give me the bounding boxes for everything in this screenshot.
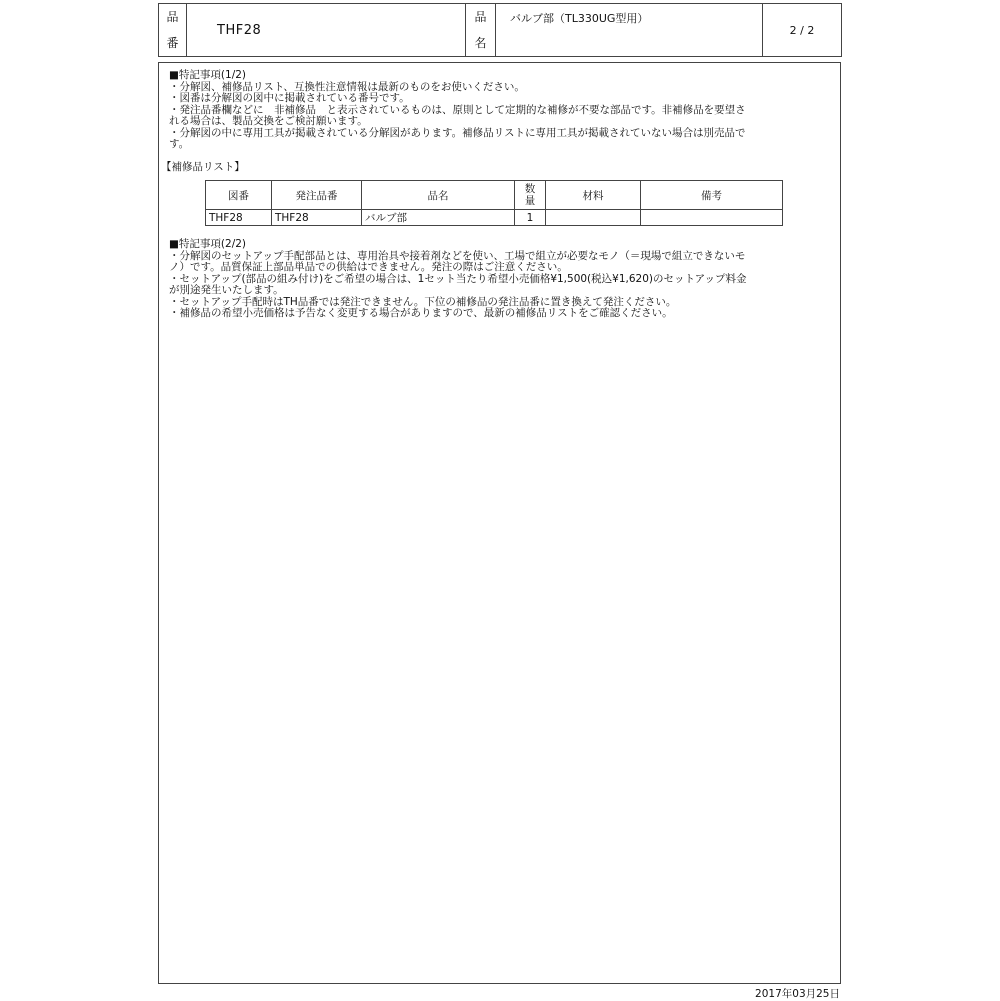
notes-title: ■特記事項(1/2) [169,69,247,81]
parts-table [205,180,783,226]
part-name: バルブ部（TL330UG型用） [496,4,763,57]
note-line: ・セットアップ(部品の組み付け)をご希望の場合は、1セット当たり希望小売価格¥1,500(税込¥1,620)のセットアップ料金 [169,272,747,285]
table-row [206,210,783,226]
issue-date: 2017年03月25日 [755,988,840,1000]
document-body [158,62,841,984]
part-code: THF28 [187,4,466,57]
note-line: ・セットアップ手配時はTH品番では発注できません。下位の補修品の発注品番に置き換えて発注ください。 [169,295,677,308]
note-line: が別途発生いたします。 [169,284,284,296]
code-label: 品 番 [159,4,187,57]
column-header: 発注品番 [272,181,362,210]
column-header: 備考 [641,181,783,210]
parts-table-header [206,181,783,210]
note-line: ・分解図のセットアップ手配部品とは、専用治具や接着剤などを使い、工場で組立が必要なモノ（＝現場で組立できないモ [169,249,746,262]
column-header: 図番 [206,181,272,210]
cell-part-name: バルブ部 [362,210,515,226]
notes-title: ■特記事項(2/2) [169,238,247,250]
cell-quantity: 1 [515,210,546,226]
note-line: ・分解図の中に専用工具が掲載されている分解図があります。補修品リストに専用工具が掲載されていない場合は別売品で [169,126,746,139]
column-header-quantity: 数 量 [515,181,546,210]
notes-section-1 [169,70,831,151]
note-line: ・補修品の希望小売価格は予告なく変更する場合がありますので、最新の補修品リストをご確認ください。 [169,307,673,319]
note-line: ・図番は分解図の図中に掲載されている番号です。 [169,92,410,104]
column-header: 材料 [546,181,641,210]
page-number: 2 / 2 [763,4,842,57]
notes-section-2 [169,239,831,320]
cell-figure-number: THF28 [206,210,272,226]
note-line: ノ）です。品質保証上部品単品での供給はできません。発注の際はご注意ください。 [169,261,568,273]
header-table [158,3,842,57]
note-line: ・分解図、補修品リスト、互換性注意情報は最新のものをお使いください。 [169,80,525,93]
name-label: 品 名 [466,4,496,57]
cell-remarks [641,210,783,226]
note-line: ・発注品番欄などに 非補修品 と表示されているものは、原則として定期的な補修が不要な部品です。非補修品を要望さ [169,103,746,116]
cell-material [546,210,641,226]
note-line: す。 [169,138,190,150]
cell-order-number: THF28 [272,210,362,226]
note-line: れる場合は、製品交換をご検討願います。 [169,115,368,127]
parts-list-title: 【補修品リスト】 [161,161,245,173]
column-header: 品名 [362,181,515,210]
